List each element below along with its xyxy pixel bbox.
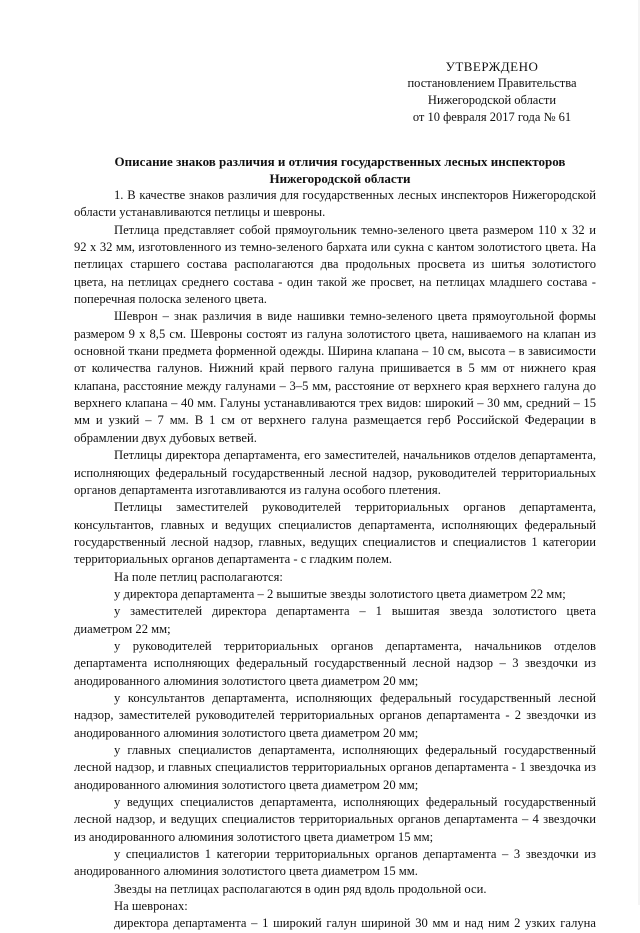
- paragraph: 1. В качестве знаков различия для государственных лесных инспекторов Нижегородской области устанавливаются петлицы и шевроны.: [74, 188, 596, 220]
- approval-line: постановлением Правительства: [407, 76, 577, 90]
- paragraph: Петлицы директора департамента, его заместителей, начальников отделов департамента, исполняющих федеральный государственный лесной надзор, руководителей территориальных органов департамента изготавливаются из галуна особого плетения.: [74, 448, 596, 497]
- approval-line: Нижегородской области: [427, 93, 557, 107]
- document-title: [60, 153, 620, 187]
- paragraph: у специалистов 1 категории территориальных органов департамента – 3 звездочки из анодированного алюминия золотистого цвета диаметром 15 мм.: [74, 847, 596, 879]
- approval-title: УТВЕРЖДЕНО: [445, 59, 539, 74]
- document-title-line: Нижегородской области: [269, 171, 411, 186]
- paragraph: Шеврон – знак различия в виде нашивки темно-зеленого цвета прямоугольной формы размером 9 х 8,5 см. Шевроны состоят из галуна золотистого цвета, нашиваемого на клапан из основной ткани предмета форменной одежды. Ширина клапана – 10 см, высота – в зависимости от количества галунов. Нижний край первого галуна пришивается в 5 мм от нижнего края клапана, расстояние между галунами – 3–5 мм, расстояние от верхнего края верхнего галуна до верхнего клапана – 40 мм. Галуны устанавливаются трех видов: широкий – 30 мм, средний – 15 мм и узкий – 7 мм. В 1 см от верхнего галуна размещается герб Российской Федерации в обрамлении двух дубовых ветвей.: [74, 309, 596, 445]
- paragraph: Петлицы заместителей руководителей территориальных органов департамента, консультантов, главных и ведущих специалистов департамента, исполняющих федеральный государственный лесной надзор, главных, ведущих специалистов и специалистов 1 категории территориальных органов департамента - с гладким полем.: [74, 500, 596, 567]
- paragraph: На поле петлиц располагаются:: [114, 569, 283, 584]
- paragraph: у ведущих специалистов департамента, исполняющих федеральный государственный лесной надзор, и ведущих специалистов территориальных органов департамента – 4 звездочки из анодированного алюминия золотистого цвета диаметром 15 мм;: [74, 795, 596, 844]
- paragraph: у главных специалистов департамента, исполняющих федеральный государственный лесной надзор, и главных специалистов территориальных органов департамента - 1 звездочка из анодированного алюминия золотистого цвета диаметром 20 мм;: [74, 743, 596, 792]
- paragraph: у заместителей директора департамента – 1 вышитая звезда золотистого цвета диаметром 22 мм;: [74, 604, 596, 636]
- paragraph: На шевронах:: [114, 899, 188, 914]
- paragraph: Петлица представляет собой прямоугольник темно-зеленого цвета размером 110 х 32 и 92 х 32 мм, изготовленного из темно-зеленого бархата или сукна с кантом золотистого цвета. На петлицах старшего состава располагаются два продольных просвета из шитья золотистого цвета, на петлицах среднего состава - один такой же просвет, на петлицах младшего состава - поперечная полоска зеленого цвета.: [74, 222, 596, 307]
- paragraph: директора департамента – 1 широкий галун шириной 30 мм и над ним 2 узких галуна: [114, 916, 596, 931]
- document-title-line: Описание знаков различия и отличия государственных лесных инспекторов: [114, 154, 566, 169]
- paragraph: у консультантов департамента, исполняющих федеральный государственный лесной надзор, заместителей руководителей территориальных органов департамента - 2 звездочки из анодированного алюминия золотистого цвета диаметром 20 мм;: [74, 690, 596, 740]
- approval-line: от 10 февраля 2017 года № 61: [412, 110, 572, 124]
- approval-stamp: [386, 58, 598, 126]
- document-body: [74, 187, 596, 933]
- paragraph: у руководителей территориальных органов департамента, начальников отделов департамента исполняющих федеральный государственный лесной надзор – 3 звездочки из анодированного алюминия золотистого цвета диаметром 20 мм;: [74, 638, 596, 688]
- paragraph: Звезды на петлицах располагаются в один ряд вдоль продольной оси.: [114, 881, 487, 896]
- paragraph: у директора департамента – 2 вышитые звезды золотистого цвета диаметром 22 мм;: [114, 586, 566, 601]
